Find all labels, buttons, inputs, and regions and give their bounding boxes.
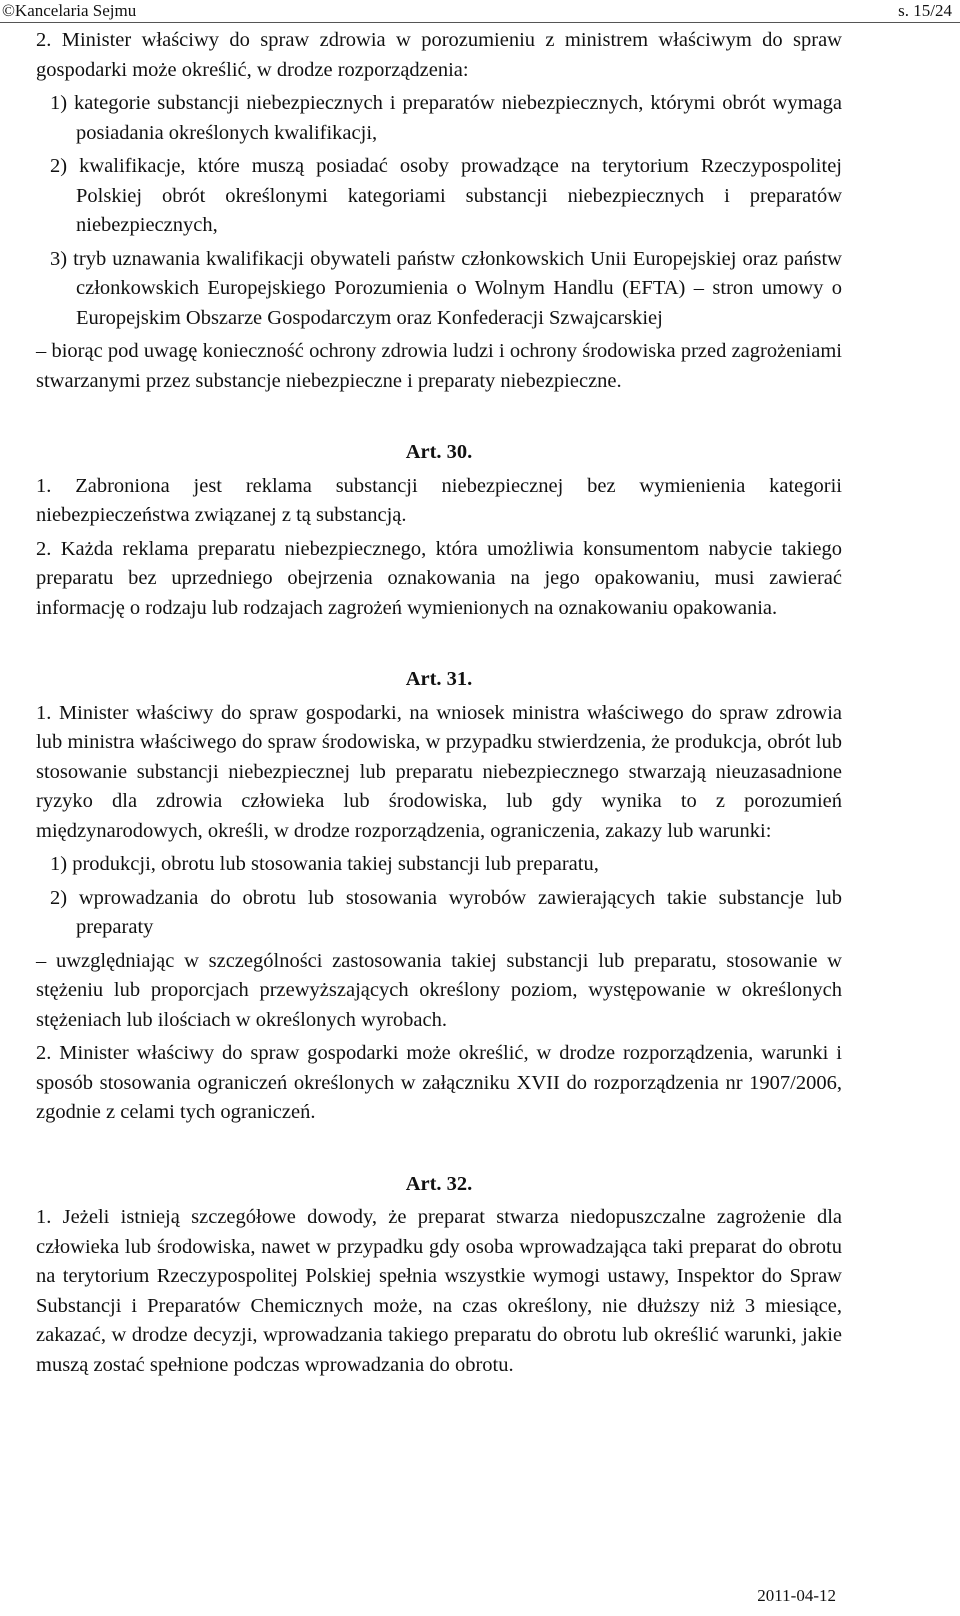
- header-source: ©Kancelaria Sejmu: [2, 1, 137, 20]
- article-heading: Art. 32.: [405, 1172, 473, 1195]
- paragraph-2: 2. Minister właściwy do spraw zdrowia w porozumieniu z ministrem właściwym do spraw gospodarki może określić, w drodze rozporządzenia:: [36, 29, 842, 81]
- article-30-paragraph-1: 1. Zabroniona jest reklama substancji niebezpiecznej bez wymienienia kategorii niebezpieczeństwa związanej z tą substancją.: [36, 474, 842, 526]
- article-32-paragraph-1: 1. Jeżeli istnieją szczegółowe dowody, że preparat stwarza niedopuszczalne zagrożenie dla człowieka lub środowiska, nawet w przypadku gdy osoba wprowadzająca taki preparat do obrotu na terytorium Rzeczypospolitej Polskiej spełnia wszystkie wymogi ustawy, Inspektor do Spraw Substancji i Preparatów Chemicznych może, na czas określony, nie dłuższy niż 3 miesiące, zakazać, w drodze decyzji, wprowadzania takiego preparatu do obrotu lub określić warunki, jakie muszą zostać spełnione podczas wprowadzania do obrotu.: [36, 1206, 842, 1376]
- article-heading: Art. 31.: [405, 668, 473, 690]
- article-30-paragraph-2: 2. Każda reklama preparatu niebezpiecznego, która umożliwia konsumentom nabycie takiego preparatu bez uprzedniego obejrzenia oznakowania na jego opakowaniu, musi zawierać informację o rodzaju lub rodzajach zagrożeń wymienionych na oznakowaniu opakowania.: [36, 537, 842, 619]
- paragraph-tail: – uwzględniając w szczególności zastosowania takiej substancji lub preparatu, stosowanie w stężeniu lub proporcjach przewyższających określony poziom, występowanie w określonych stężeniach lub ilościach w określonych wyrobach.: [36, 949, 842, 1031]
- article-heading: Art. 30.: [405, 441, 473, 463]
- list-item: 1) produkcji, obrotu lub stosowania takiej substancji lub preparatu,: [50, 853, 599, 875]
- list-item: 2) kwalifikacje, które muszą posiadać osoby prowadzące na terytorium Rzeczypospolitej Polskiej obrót określonymi kategoriami substancji niebezpiecznych i preparatów niebezpiecznych,: [50, 155, 842, 236]
- list-item: 1) kategorie substancji niebezpiecznych i preparatów niebezpiecznych, którymi obrót wymaga posiadania określonych kwalifikacji,: [50, 92, 842, 144]
- list-item: 2) wprowadzania do obrotu lub stosowania wyrobów zawierających takie substancje lub preparaty: [50, 886, 842, 938]
- article-31-paragraph-1: 1. Minister właściwy do spraw gospodarki, na wniosek ministra właściwego do spraw zdrowia lub ministra właściwego do spraw środowiska, w przypadku stwierdzenia, że produkcja, obrót lub stosowanie substancji niebezpiecznej lub preparatu niebezpiecznego stwarzają nieuzasadnione ryzyko dla zdrowia człowieka lub środowiska, lub gdy wynika to z porozumień międzynarodowych, określi, w drodze rozporządzenia, ograniczenia, zakazy lub warunki:: [36, 701, 842, 842]
- page-number: s. 15/24: [898, 1, 952, 20]
- page-header: [0, 0, 960, 23]
- article-31-paragraph-2: 2. Minister właściwy do spraw gospodarki może określić, w drodze rozporządzenia, warunki i sposób stosowania ograniczeń określonych w załączniku XVII do rozporządzenia nr 1907/2006, zgodnie z celami tych ograniczeń.: [36, 1042, 842, 1123]
- paragraph-tail: – biorąc pod uwagę konieczność ochrony zdrowia ludzi i ochrony środowiska przed zagrożeniami stwarzanymi przez substancje niebezpieczne i preparaty niebezpieczne.: [36, 340, 842, 392]
- footer-date: 2011-04-12: [757, 1586, 836, 1605]
- document-body: [36, 26, 842, 1384]
- list-item: 3) tryb uznawania kwalifikacji obywateli państw członkowskich Unii Europejskiej oraz państw członkowskich Europejskiego Porozumienia o Wolnym Handlu (EFTA) – stron umowy o Europejskim Obszarze Gospodarczym oraz Konfederacji Szwajcarskiej: [50, 247, 842, 329]
